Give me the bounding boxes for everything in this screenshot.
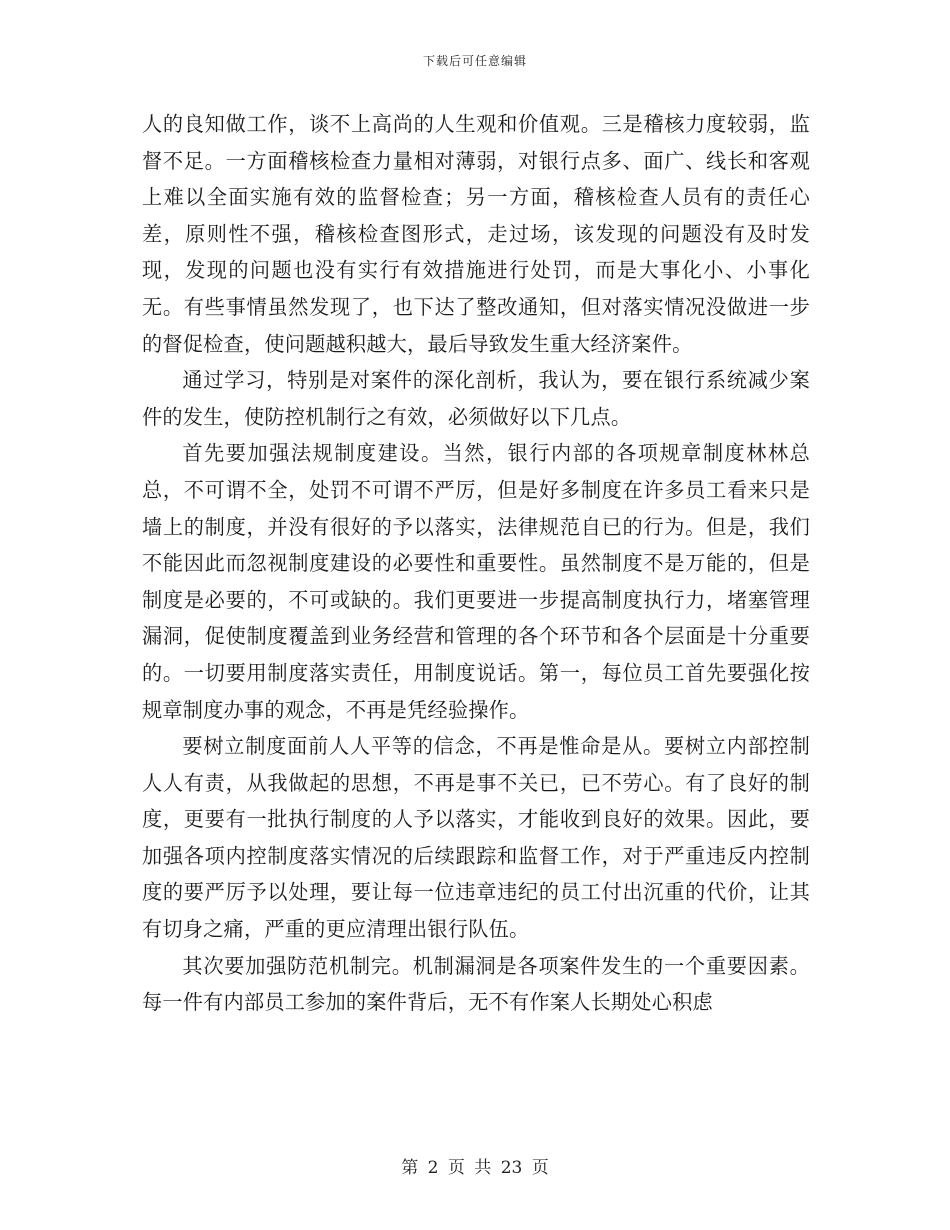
document-body xyxy=(142,106,810,1021)
paragraph: 其次要加强防范机制完。机制漏洞是各项案件发生的一个重要因素。每一件有内部员工参加的案件背后，无不有作案人长期处心积虑 xyxy=(142,953,810,1015)
page-number-footer: 第 2 页 共 23 页 xyxy=(401,1158,549,1178)
paragraph: 人的良知做工作，谈不上高尚的人生观和价值观。三是稽核力度较弱，监督不足。一方面稽核检查力量相对薄弱，对银行点多、面广、线长和客观上难以全面实施有效的监督检查；另一方面，稽核检查人员有的责任心差，原则性不强，稽核检查图形式，走过场，该发现的问题没有及时发现，发现的问题也没有实行有效措施进行处罚，而是大事化小、小事化无。有些事情虽然发现了，也下达了整改通知，但对落实情况没做进一步的督促检查，使问题越积越大，最后导致发生重大经济案件。 xyxy=(142,112,810,356)
paragraph: 要树立制度面前人人平等的信念，不再是惟命是从。要树立内部控制人人有责，从我做起的思想，不再是事不关已，已不劳心。有了良好的制度，更要有一批执行制度的人予以落实，才能收到良好的效果。因此，要加强各项内控制度落实情况的后续跟踪和监督工作，对于严重违反内控制度的要严厉予以处理，要让每一位违章违纪的员工付出沉重的代价，让其有切身之痛，严重的更应清理出银行队伍。 xyxy=(142,734,810,942)
page-header: 下载后可任意编辑 xyxy=(422,54,527,68)
paragraph: 首先要加强法规制度建设。当然，银行内部的各项规章制度林林总总，不可谓不全，处罚不可谓不严厉，但是好多制度在许多员工看来只是墙上的制度，并没有很好的予以落实，法律规范自已的行为。但是，我们不能因此而忽视制度建设的必要性和重要性。虽然制度不是万能的，但是制度是必要的，不可或缺的。我们更要进一步提高制度执行力，堵塞管理漏洞，促使制度覆盖到业务经营和管理的各个环节和各个层面是十分重要的。一切要用制度落实责任，用制度说话。第一，每位员工首先要强化按规章制度办事的观念，不再是凭经验操作。 xyxy=(142,441,810,722)
paragraph: 通过学习，特别是对案件的深化剖析，我认为，要在银行系统减少案件的发生，使防控机制行之有效，必须做好以下几点。 xyxy=(142,368,810,429)
